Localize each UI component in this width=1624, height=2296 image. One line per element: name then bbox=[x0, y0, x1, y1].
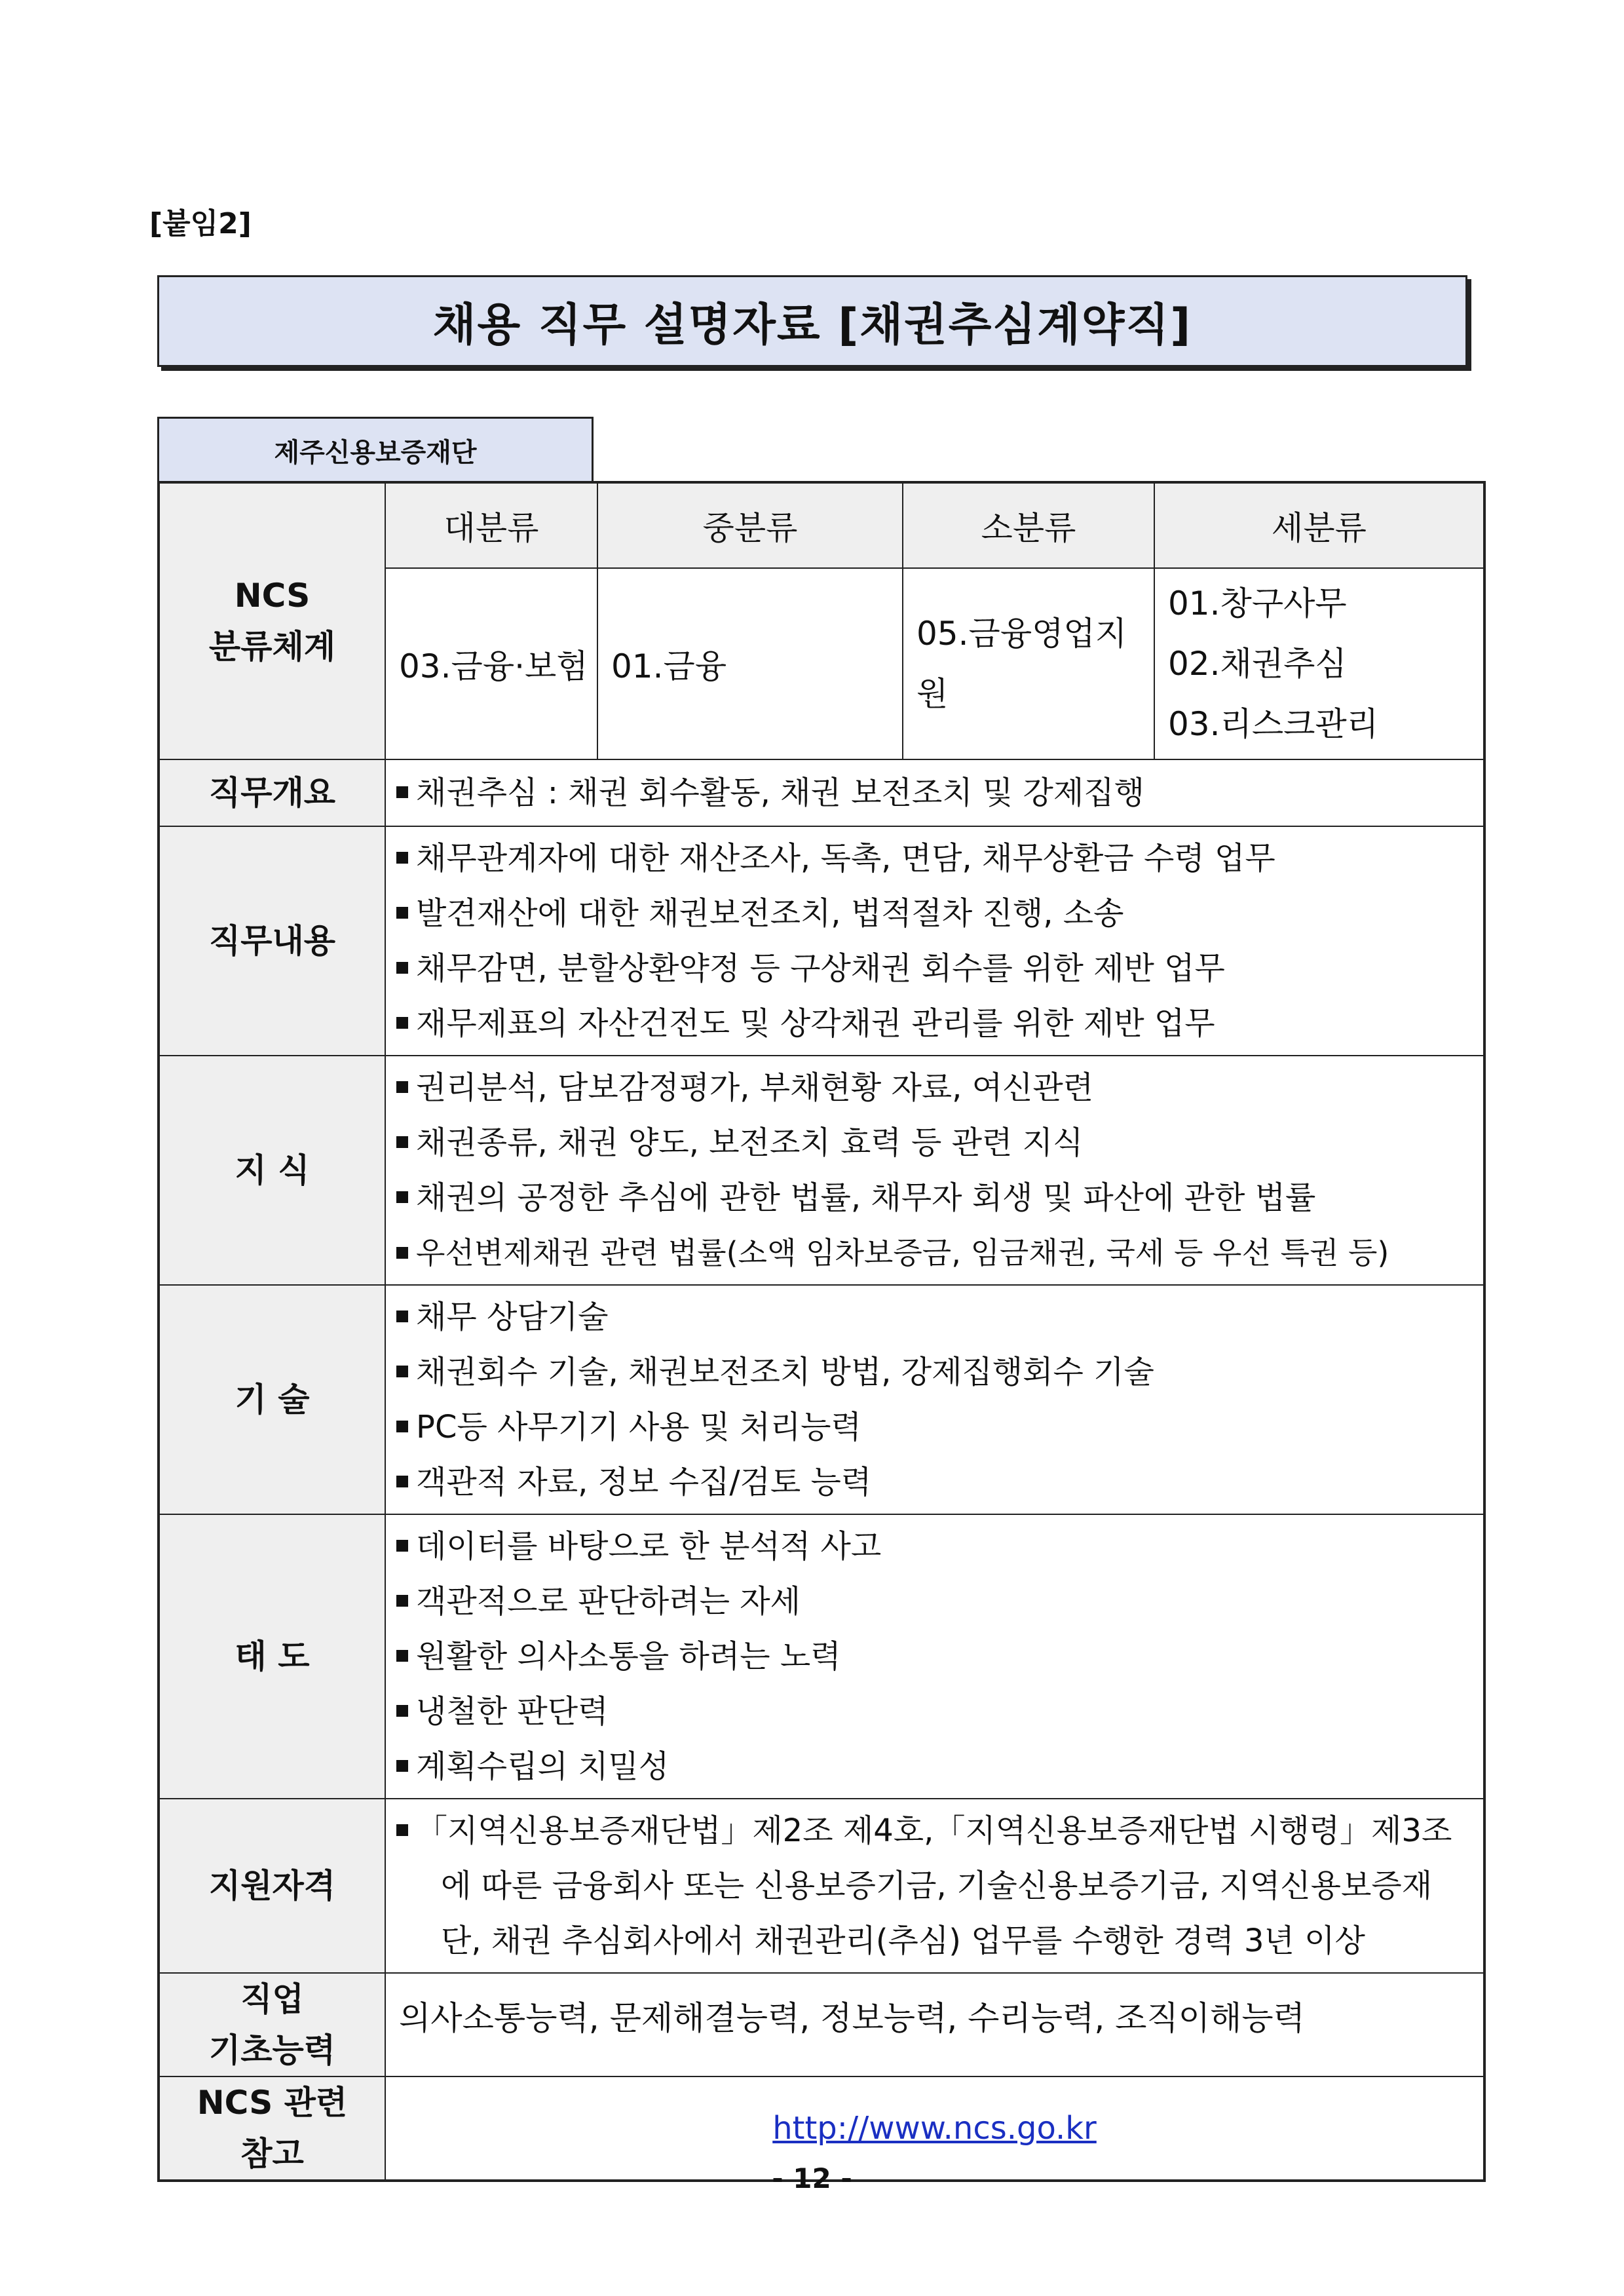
list-item: 객관적 자료, 정보 수집/검토 능력 bbox=[396, 1455, 1473, 1510]
header-major-category: 대분류 bbox=[385, 482, 597, 568]
ncs-classification-label: NCS 분류체계 bbox=[159, 482, 385, 759]
organization-name: 제주신용보증재단 bbox=[157, 417, 594, 482]
list-item: 계획수립의 치밀성 bbox=[396, 1739, 1473, 1794]
ncs-sub-value: 01.창구사무 02.채권추심 03.리스크관리 bbox=[1154, 568, 1484, 759]
header-middle-category: 중분류 bbox=[597, 482, 903, 568]
list-item: PC등 사무기기 사용 및 처리능력 bbox=[396, 1400, 1473, 1455]
list-item: 원활한 의사소통을 하려는 노력 bbox=[396, 1629, 1473, 1684]
list-item: 객관적으로 판단하려는 자세 bbox=[396, 1574, 1473, 1629]
attitude-label: 태 도 bbox=[159, 1514, 385, 1799]
list-item: 냉철한 판단력 bbox=[396, 1684, 1473, 1739]
ncs-reference-label: NCS 관련 참고 bbox=[159, 2076, 385, 2181]
knowledge-content bbox=[385, 1056, 1484, 1285]
ncs-reference-link[interactable]: http://www.ncs.go.kr bbox=[772, 2110, 1097, 2147]
qualification-content bbox=[385, 1799, 1484, 1973]
qualification-line-1: 「지역신용보증재단법」제2조 제4호,「지역신용보증재단법 시행령」제3조 bbox=[396, 1803, 1473, 1858]
basic-skills-content: 의사소통능력, 문제해결능력, 정보능력, 수리능력, 조직이해능력 bbox=[385, 1973, 1484, 2076]
list-item: 권리분석, 담보감정평가, 부채현황 자료, 여신관련 bbox=[396, 1060, 1473, 1115]
overview-content bbox=[385, 759, 1484, 826]
knowledge-label: 지 식 bbox=[159, 1056, 385, 1285]
list-item: 채권추심 : 채권 회수활동, 채권 보전조치 및 강제집행 bbox=[396, 765, 1473, 820]
header-minor-category: 소분류 bbox=[903, 482, 1154, 568]
document-title: 채용 직무 설명자료 [채권추심계약직] bbox=[157, 275, 1467, 367]
list-item: 재무제표의 자산건전도 및 상각채권 관리를 위한 제반 업무 bbox=[396, 996, 1473, 1051]
list-item: 데이터를 바탕으로 한 분석적 사고 bbox=[396, 1519, 1473, 1574]
list-item: 채무감면, 분할상환약정 등 구상채권 회수를 위한 제반 업무 bbox=[396, 941, 1473, 996]
page-number: - 12 - bbox=[772, 2162, 852, 2194]
header-sub-category: 세분류 bbox=[1154, 482, 1484, 568]
list-item: 발견재산에 대한 채권보전조치, 법적절차 진행, 소송 bbox=[396, 886, 1473, 941]
skills-label: 기 술 bbox=[159, 1285, 385, 1514]
list-item: 채무관계자에 대한 재산조사, 독촉, 면담, 채무상환금 수령 업무 bbox=[396, 831, 1473, 886]
ncs-major-value: 03.금융·보험 bbox=[385, 568, 597, 759]
duties-label: 직무내용 bbox=[159, 826, 385, 1056]
basic-skills-label: 직업 기초능력 bbox=[159, 1973, 385, 2076]
list-item: 채권회수 기술, 채권보전조치 방법, 강제집행회수 기술 bbox=[396, 1345, 1473, 1400]
qualification-label: 지원자격 bbox=[159, 1799, 385, 1973]
qualification-line-2: 에 따른 금융회사 또는 신용보증기금, 기술신용보증기금, 지역신용보증재 bbox=[441, 1867, 1433, 1904]
list-item: 채무 상담기술 bbox=[396, 1290, 1473, 1345]
overview-label: 직무개요 bbox=[159, 759, 385, 826]
attachment-label: [붙임2] bbox=[149, 207, 252, 240]
duties-content bbox=[385, 826, 1484, 1056]
skills-content bbox=[385, 1285, 1484, 1514]
attitude-content bbox=[385, 1514, 1484, 1799]
ncs-middle-value: 01.금융 bbox=[597, 568, 903, 759]
ncs-minor-value: 05.금융영업지 원 bbox=[903, 568, 1154, 759]
list-item: 우선변제채권 관련 법률(소액 임차보증금, 임금채권, 국세 등 우선 특권 등) bbox=[396, 1225, 1473, 1280]
qualification-line-3: 단, 채권 추심회사에서 채권관리(추심) 업무를 수행한 경력 3년 이상 bbox=[441, 1923, 1365, 1959]
list-item: 채권종류, 채권 양도, 보전조치 효력 등 관련 지식 bbox=[396, 1115, 1473, 1170]
job-description-table bbox=[157, 481, 1486, 2182]
list-item: 채권의 공정한 추심에 관한 법률, 채무자 회생 및 파산에 관한 법률 bbox=[396, 1170, 1473, 1225]
